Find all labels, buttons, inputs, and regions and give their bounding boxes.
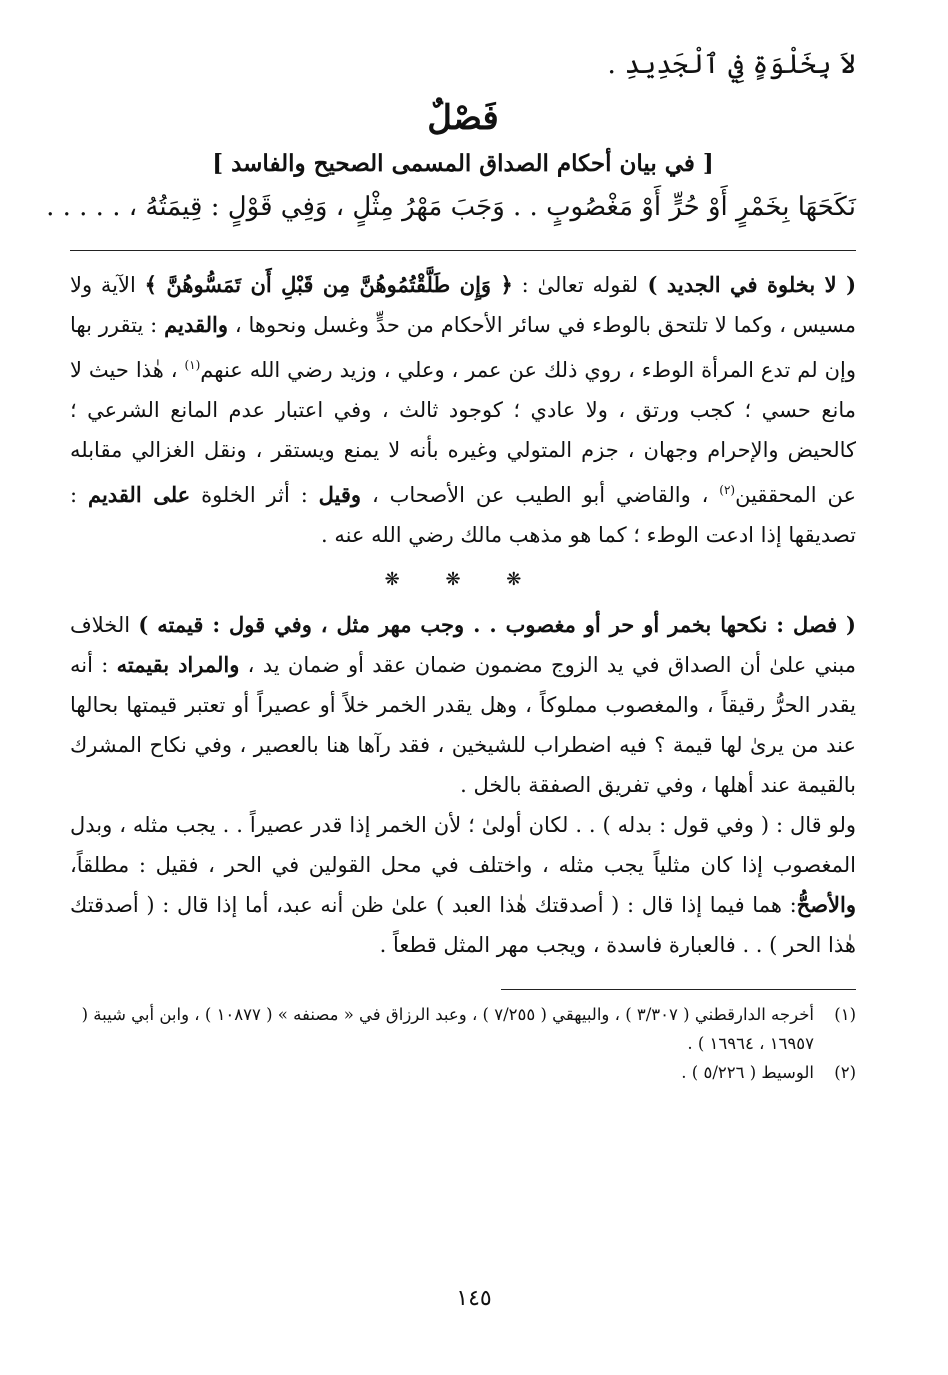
- text-run: ولو قال : ( وفي قول : بدله ) . . لكان أولىٰ ؛ لأن الخمر إذا قدر عصيراً . . يجب مثله ، وبدل المغصوب إذا كان مثلياً يجب مثله ، واختلف في محل القولين في الحر ، فقيل : مطلقاً،: [70, 813, 856, 877]
- footnote-number: (٢): [834, 1063, 856, 1082]
- section-heading: [ في بيان أحكام الصداق المسمى الصحيح والفاسد ]: [212, 150, 714, 177]
- footnote-1: [70, 1000, 856, 1058]
- footnote-text: أخرجه الدارقطني ( ٣/٣٠٧ ) ، والبيهقي ( ٧/٢٥٥ ) ، وعبد الرزاق في « مصنفه » ( ١٠٨٧٧ ) ، وابن أبي شيبة ( ١٦٩٥٧ ، ١٦٩٦٤ ) .: [81, 1005, 814, 1053]
- bold-run: على القديم: [87, 482, 191, 507]
- bold-run: والمراد بقيمته: [116, 652, 240, 677]
- fasl-matn-line: نَكَحَهَا بِخَمْرٍ أَوْ حُرٍّ أَوْ مَغْصُوبٍ . . وَجَبَ مَهْرُ مِثْلٍ ، وَفِي قَوْلٍ : قِيمَتُهُ ، . . . . .: [46, 192, 856, 222]
- commentary: [70, 265, 856, 965]
- footnote-text: الوسيط ( ٥/٢٢٦ ) .: [681, 1063, 814, 1082]
- matn-divider: [70, 250, 856, 251]
- text-run: : يتقرر بها وإن لم تدع المرأة الوطء ، روي ذلك عن عمر ، وعلي ، وزيد رضي الله عنهم: [70, 313, 856, 382]
- footnotes: [70, 1000, 856, 1087]
- page-body: [46, 40, 856, 1087]
- section-separator-stars: ❋ ❋ ❋: [384, 569, 542, 590]
- bold-run: والقديم: [164, 312, 228, 337]
- text-run: الخلاف مبني علىٰ أن الصداق في يد الزوج مضمون ضمان عقد أو ضمان يد ،: [70, 613, 856, 677]
- footnote-divider: [501, 989, 856, 990]
- commentary-paragraph-1: [70, 265, 856, 555]
- footnote-marker: (٢): [719, 483, 736, 497]
- bold-run: والأصحُّ: [796, 892, 856, 917]
- text-run: ، هٰذا حيث لا مانع حسي ؛ كجب ورتق ، ولا عادي ؛ كوجود ثالث ، وفي اعتبار عدم المانع الشرعي ؛ كالحيض والإحرام وجهان ، جزم المتولي وغيره بأنه لا يمنع ويستقر ، ونقل الغزالي مقابله عن المحققين: [70, 358, 856, 507]
- footnote-marker: (١): [184, 358, 201, 372]
- bold-run: ( فصل : نكحها بخمر أو حر أو مغصوب . . وجب مهر مثل ، وفي قول : قيمته ): [138, 612, 856, 637]
- text-run: : تصديقها إذا ادعت الوطء ؛ كما هو مذهب مالك رضي الله عنه .: [70, 483, 856, 547]
- bold-run: ( لا بخلوة في الجديد ): [638, 272, 856, 297]
- footnote-2: [70, 1058, 856, 1087]
- bold-run: ﴿ وَإِن طَلَّقْتُمُوهُنَّ مِن قَبْلِ أَن تَمَسُّوهُنَّ ﴾: [144, 272, 513, 297]
- text-run: ، والقاضي أبو الطيب عن الأصحاب ،: [361, 483, 720, 507]
- fasl-title: فَصْلٌ: [427, 98, 499, 138]
- text-run: : هما فيما إذا قال : ( أصدقتك هٰذا العبد ) علىٰ ظن أنه عبد، أما إذا قال : ( أصدقتك هٰذا الحر ) . . فالعبارة فاسدة ، ويجب مهر المثل قطعاً .: [70, 893, 856, 957]
- text-run: : أثر الخلوة: [190, 483, 319, 507]
- footnote-number: (١): [834, 1005, 856, 1024]
- commentary-paragraph-2: [70, 605, 856, 805]
- opening-line: لاَ بِخَلْوَةٍ فِي ٱلْجَدِيدِ .: [607, 49, 856, 80]
- text-run: الآية ولا مسيس ، وكما لا تلتحق بالوطء في سائر الأحكام من حدٍّ وغسل ونحوها ،: [70, 273, 856, 337]
- text-run: لقوله تعالىٰ :: [512, 273, 639, 297]
- bold-run: وقيل: [318, 482, 362, 507]
- commentary-paragraph-3: [70, 805, 856, 965]
- text-run: : أنه يقدر الحرُّ رقيقاً ، والمغصوب مملوكاً ، وهل يقدر الخمر خلاً أو عصيراً أو تعتبر قيمتها بحالها عند من يرىٰ لها قيمة ؟ فيه اضطراب للشيخين ، فقد رآها هنا بالعصير ، وفي نكاح المشرك بالقيمة عند أهلها ، وفي تفريق الصفقة بالخل .: [70, 653, 856, 797]
- page-number: ١٤٥: [456, 1286, 492, 1311]
